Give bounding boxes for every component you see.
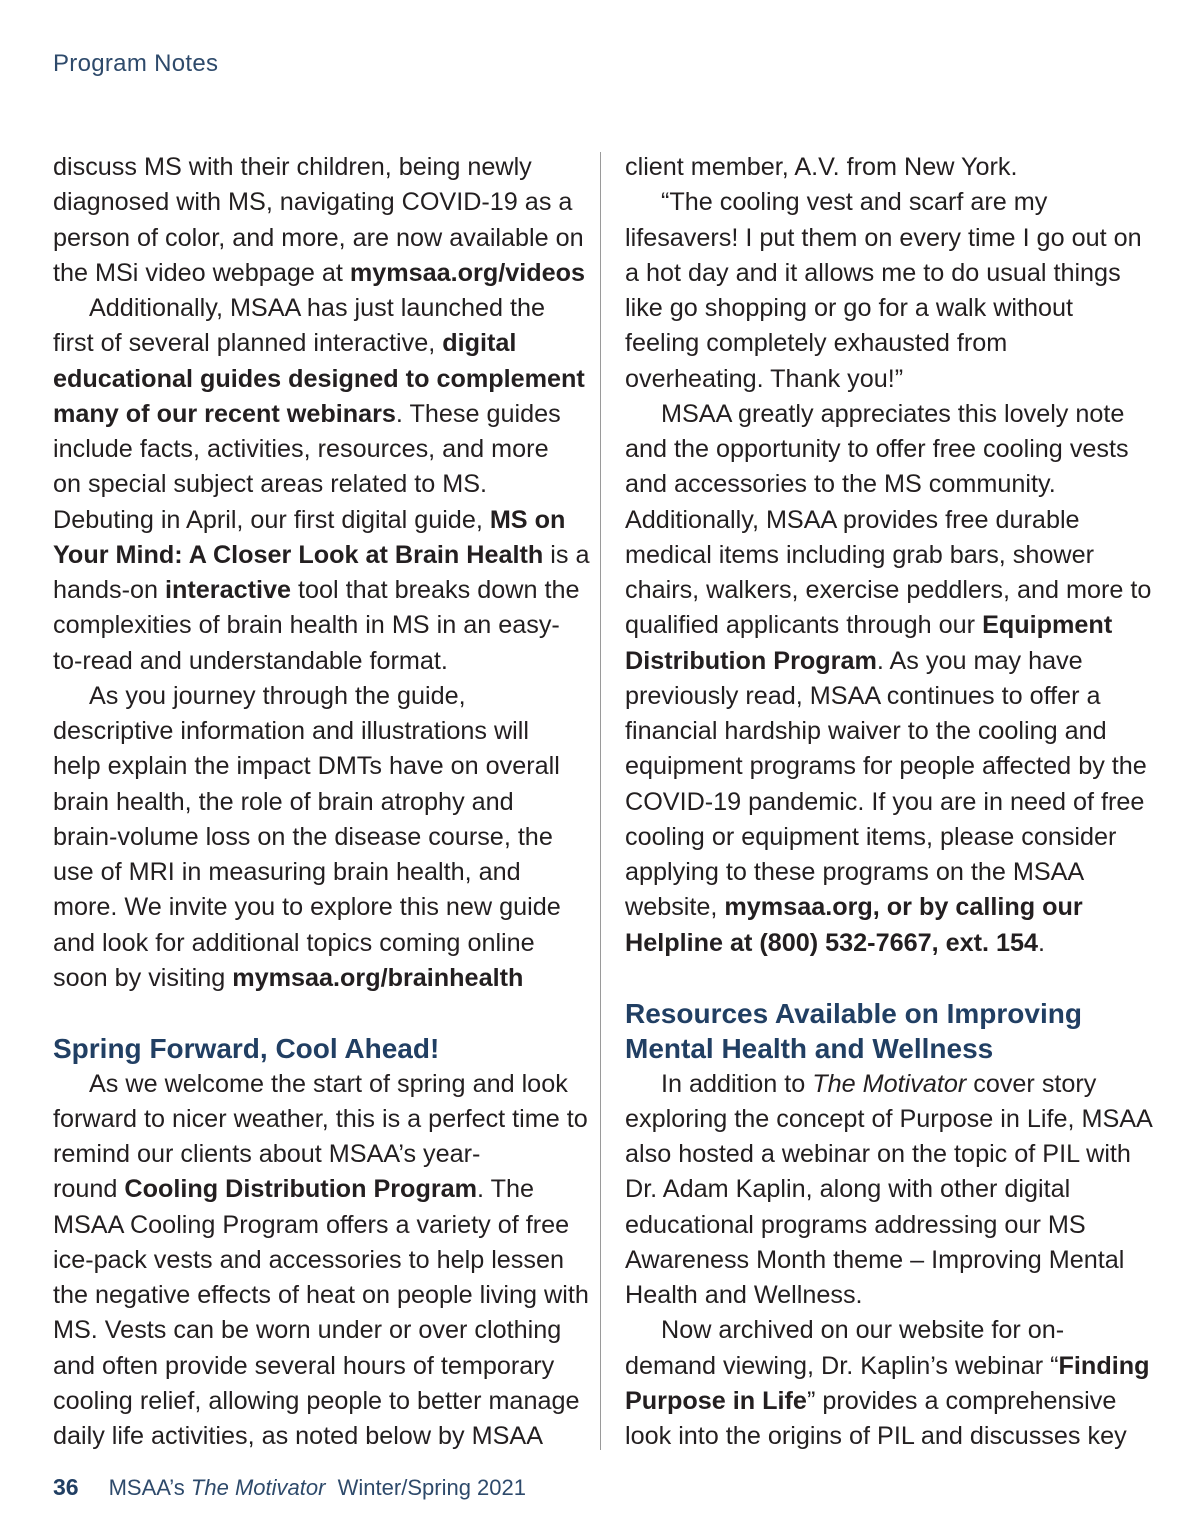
paragraph	[53, 150, 586, 291]
helpline-number: Helpline at (800) 532-7667, ext. 154	[625, 928, 1039, 957]
text-line: and accessories to the MS community.	[625, 470, 1056, 499]
section-heading: Resources Available on Improving	[625, 998, 1082, 1029]
videos-link[interactable]: mymsaa.org/videos	[349, 258, 586, 287]
text-line: Health and Wellness.	[625, 1281, 863, 1309]
text-line: qualified applicants through our Equipment	[625, 611, 1113, 640]
text-line: As we welcome the start of spring and look	[89, 1069, 568, 1098]
text-line: many of our recent webinars. These guides	[53, 399, 561, 428]
text-line: exploring the concept of Purpose in Life, MSAA	[625, 1104, 1153, 1133]
spacer	[53, 996, 581, 1031]
left-column	[53, 150, 590, 1454]
text-line: MSAA Cooling Program offers a variety of free	[53, 1210, 570, 1239]
section-heading: Spring Forward, Cool Ahead!	[53, 1033, 440, 1065]
text-line: educational programs addressing our MS	[625, 1210, 1086, 1239]
text-line: more. We invite you to explore this new guide	[53, 893, 561, 922]
text-line: brain health, the role of brain atrophy and	[53, 787, 514, 816]
text-line: Debuting in April, our first digital guide, MS on	[53, 505, 566, 534]
text-line: overheating. Thank you!”	[625, 364, 904, 393]
text-line: on special subject areas related to MS.	[53, 470, 488, 499]
running-head: Program Notes	[53, 50, 219, 77]
paragraph	[625, 1067, 1153, 1314]
text-line: previously read, MSAA continues to offer a	[625, 681, 1101, 710]
paragraph	[625, 150, 1153, 185]
text-line: ice-pack vests and accessories to help lessen	[53, 1245, 565, 1274]
text-line: the MSi video webpage at mymsaa.org/videos	[53, 258, 586, 287]
text-line: educational guides designed to complement	[53, 364, 585, 393]
text-line: demand viewing, Dr. Kaplin’s webinar “Finding	[625, 1351, 1150, 1380]
text-line: first of several planned interactive, digital	[53, 329, 517, 358]
text-line: Distribution Program. As you may have	[625, 646, 1083, 675]
text-line: Additionally, MSAA has just launched the	[89, 294, 545, 322]
text-line: discuss MS with their children, being newly	[53, 153, 532, 181]
text-line: MSAA greatly appreciates this lovely note	[661, 399, 1125, 428]
text-line: medical items including grab bars, shower	[625, 540, 1094, 569]
text-line: Dr. Adam Kaplin, along with other digital	[625, 1175, 1071, 1204]
brainhealth-link[interactable]: mymsaa.org/brainhealth	[232, 963, 524, 992]
publication-prefix: MSAA’s	[108, 1475, 191, 1500]
text-line: remind our clients about MSAA’s year-	[53, 1140, 481, 1168]
paragraph	[625, 1313, 1153, 1454]
paragraph	[53, 291, 590, 679]
text-line: complexities of brain health in MS in an easy-	[53, 611, 560, 640]
text-line: Purpose in Life” provides a comprehensive	[625, 1386, 1117, 1415]
text-line: and the opportunity to offer free cooling vests	[625, 435, 1129, 463]
section-heading: Mental Health and Wellness	[625, 1033, 994, 1065]
page-number: 36	[53, 1474, 79, 1500]
text-line: and look for additional topics coming online	[53, 928, 535, 957]
text-line: and often provide several hours of temporary	[53, 1351, 555, 1380]
paragraph	[53, 1067, 589, 1455]
text-line: In addition to The Motivator cover story	[661, 1069, 1097, 1098]
text-line: cooling relief, allowing people to better manage	[53, 1386, 580, 1415]
right-column	[625, 150, 1153, 1454]
column-divider	[600, 152, 601, 1450]
text-line: to-read and understandable format.	[53, 646, 448, 675]
text-line: soon by visiting mymsaa.org/brainhealth	[53, 963, 524, 992]
text-line: Now archived on our website for on-	[661, 1316, 1065, 1345]
text-line: website, mymsaa.org, or by calling our	[625, 893, 1083, 922]
text-line: feeling completely exhausted from	[625, 329, 1008, 358]
text-line: Your Mind: A Closer Look at Brain Health is a	[53, 540, 590, 569]
text-line: the negative effects of heat on people living with	[53, 1281, 589, 1309]
text-line: equipment programs for people affected by the	[625, 752, 1147, 781]
quote-paragraph	[625, 185, 1153, 397]
issue-label: Winter/Spring 2021	[337, 1475, 526, 1500]
text-line: lifesavers! I put them on every time I go out on	[625, 223, 1142, 252]
text-line: help explain the impact DMTs have on overall	[53, 752, 560, 781]
publication-title: The Motivator	[190, 1475, 326, 1500]
text-line: Helpline at (800) 532-7667, ext. 154.	[625, 928, 1046, 957]
text-line: round Cooling Distribution Program. The	[53, 1175, 534, 1204]
website-link[interactable]: mymsaa.org, or by calling our	[724, 893, 1083, 922]
text-line: person of color, and more, are now available on	[53, 223, 584, 252]
text-line: like go shopping or go for a walk without	[625, 294, 1074, 322]
page-footer	[53, 1474, 526, 1501]
text-line: daily life activities, as noted below by MSAA	[53, 1422, 543, 1450]
text-line: hands-on interactive tool that breaks down the	[53, 576, 580, 604]
text-line: As you journey through the guide,	[89, 681, 466, 710]
text-line: include facts, activities, resources, and more	[53, 435, 549, 463]
text-line: also hosted a webinar on the topic of PIL with	[625, 1140, 1131, 1168]
text-line: chairs, walkers, exercise peddlers, and more to	[625, 576, 1152, 604]
spacer	[625, 961, 1153, 996]
paragraph	[53, 679, 581, 996]
text-line: forward to nicer weather, this is a perfect time to	[53, 1104, 588, 1133]
text-line: COVID-19 pandemic. If you are in need of free	[625, 787, 1145, 816]
text-line: MS. Vests can be worn under or over clothing	[53, 1316, 562, 1345]
text-line: client member, A.V. from New York.	[625, 153, 1018, 181]
paragraph	[625, 397, 1153, 961]
text-line: Additionally, MSAA provides free durable	[625, 505, 1080, 534]
text-line: a hot day and it allows me to do usual things	[625, 258, 1121, 287]
text-line: diagnosed with MS, navigating COVID-19 as a	[53, 188, 573, 217]
text-line: descriptive information and illustrations will	[53, 717, 529, 745]
text-line: applying to these programs on the MSAA	[625, 858, 1085, 886]
text-line: use of MRI in measuring brain health, and	[53, 858, 521, 886]
text-line: financial hardship waiver to the cooling and	[625, 717, 1107, 745]
text-line: brain-volume loss on the disease course, the	[53, 822, 553, 851]
text-line: Awareness Month theme – Improving Mental	[625, 1245, 1125, 1274]
text-line: “The cooling vest and scarf are my	[661, 188, 1048, 217]
text-line: cooling or equipment items, please consider	[625, 822, 1117, 851]
text-line: look into the origins of PIL and discusses key	[625, 1422, 1127, 1450]
